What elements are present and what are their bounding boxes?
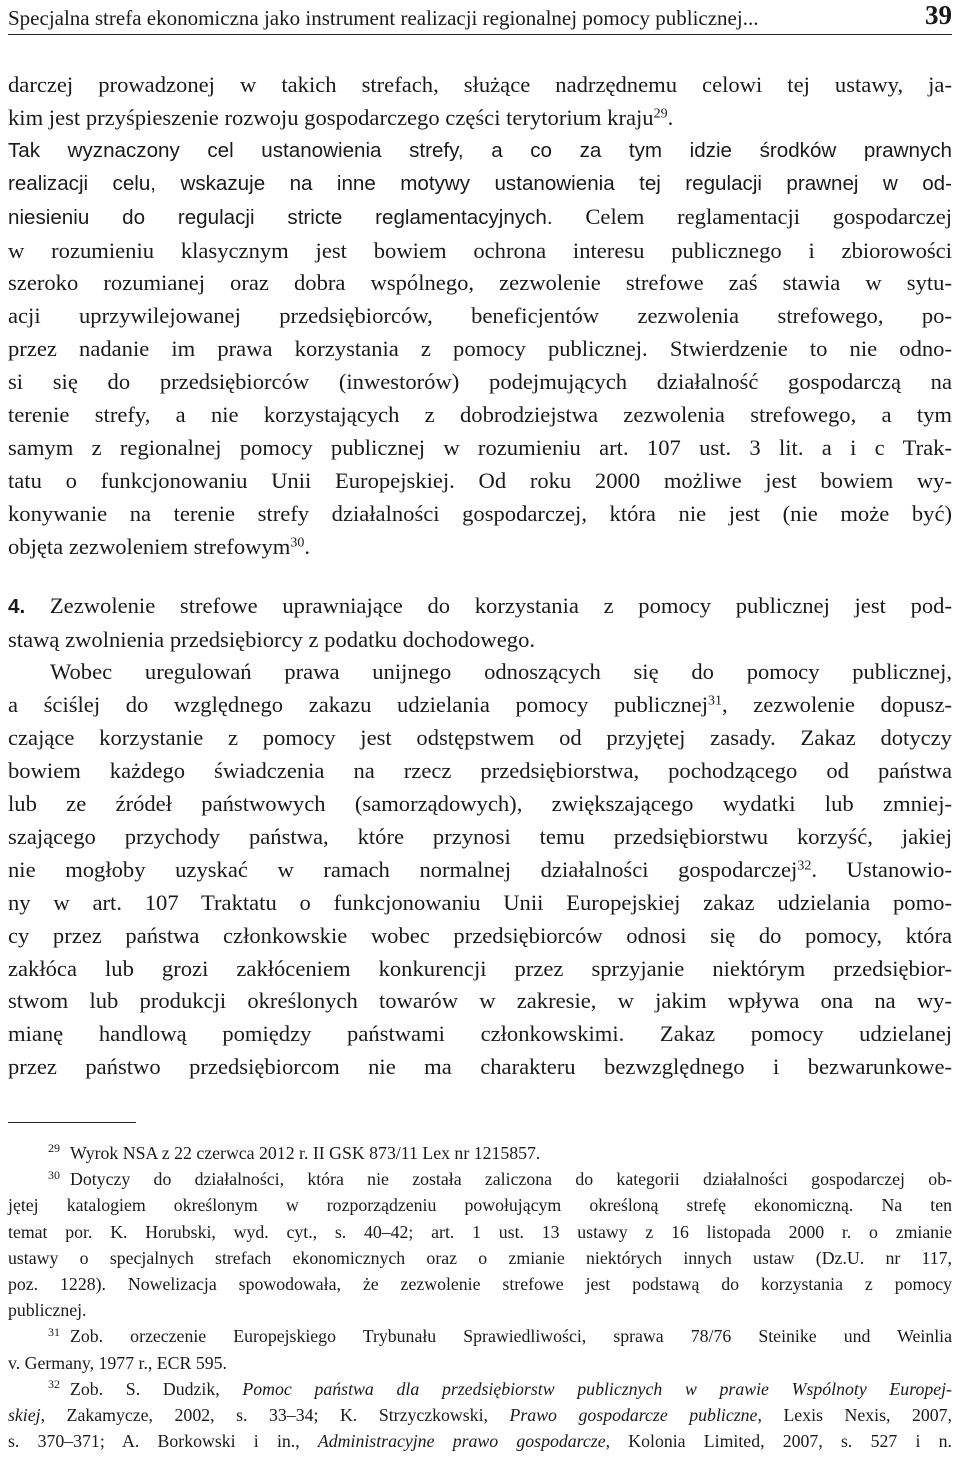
footnote-ref[interactable]: 30 <box>290 534 305 550</box>
footnote <box>8 1323 952 1375</box>
text-line: acji uprzywilejowanej przedsiębiorców, beneficjentów zezwolenia strefowego, po- <box>8 303 952 329</box>
paragraph <box>8 590 952 657</box>
section-number: 4. <box>8 594 26 618</box>
text-line: cy przez państwa członkowskie wobec przedsiębiorców odnosi się do pomocy, która <box>8 922 952 948</box>
text-line: zakłóca lub grozi zakłóceniem konkurencji przez sprzyjanie niektórym przedsiębior- <box>8 955 952 981</box>
text-line: mianę handlową pomiędzy państwami członkowskimi. Zakaz pomocy udzielanej <box>8 1021 952 1047</box>
paragraph <box>8 69 952 564</box>
text-line: przez państwo przedsiębiorcom nie ma charakteru bezwzględnego i bezwarunkowe- <box>8 1054 952 1080</box>
text-line: $^{29}$ Wyrok NSA z 22 czerwca 2012 r. II GSK 873/11 Lex nr 1215857. <box>48 1141 541 1163</box>
text-line: Tak wyznaczony cel ustanowienia strefy, a co za tym idzie środków prawnych <box>8 138 952 162</box>
text-line: temat por. K. Horubski, wyd. cyt., s. 40–42; art. 1 ust. 13 ustawy z 16 listopada 2000 r. o zmianie <box>8 1221 952 1242</box>
text-line: darczej prowadzonej w takich strefach, służące nadrzędnemu celowi tej ustawy, ja- <box>8 72 952 97</box>
text-line: tatu o funkcjonowaniu Unii Europejskiej. Od roku 2000 możliwe jest bowiem wy- <box>8 467 953 493</box>
text-line: szającego przychody państwa, które przynosi temu przedsiębiorstwu korzyść, jakiej <box>8 823 952 849</box>
text-line: objęta zezwoleniem strefowym$^{30}$. <box>8 533 310 559</box>
running-title: Specjalna strefa ekonomiczna jako instrument realizacji regionalnej pomocy publicznej... <box>8 6 759 30</box>
footnote-number: 32 <box>48 1377 60 1392</box>
text-line: $^{32}$ Zob. S. Dudzik, Pomoc państwa dla przedsiębiorstw publicznych w prawie Wspólnoty Europej- <box>48 1377 952 1399</box>
text-line: szeroko rozumianej oraz dobra wspólnego, zezwolenie strefowe zaś stawia w sytu- <box>8 270 952 296</box>
footnote <box>8 1140 952 1166</box>
footnotes <box>8 1140 952 1454</box>
footnote-number: 31 <box>48 1324 60 1339</box>
text-line: ny w art. 107 Traktatu o funkcjonowaniu Unii Europejskiej zakaz udzielania pomo- <box>8 889 952 915</box>
text-line: Wobec uregulowań prawa unijnego odnoszących się do pomocy publicznej, <box>50 659 952 685</box>
text-line: $^{30}$ Dotyczy do działalności, która nie została zaliczona do kategorii działalności gospodarczej ob- <box>48 1167 952 1190</box>
text-line: czające korzystanie z pomocy jest odstępstwem od przyjętej zasady. Zakaz dotyczy <box>8 725 952 751</box>
text-line: a ściślej do względnego zakazu udzielania pomocy publicznej$^{31}$, zezwolenie dopusz- <box>8 692 952 718</box>
text-line: kim jest przyśpieszenie rozwoju gospodarczego części terytorium kraju$^{29}$. <box>8 104 674 130</box>
text-line: jętej katalogiem określonym w rozporządzeniu powołującym określoną strefę ekonomiczną. Na ten <box>8 1195 952 1216</box>
text-line: 4. Zezwolenie strefowe uprawniające do korzystania z pomocy publicznej jest pod- <box>8 592 952 618</box>
page-number: 39 <box>925 0 952 30</box>
text-line: stwom lub produkcji określonych towarów w zakresie, w jakim wpływa ona na wy- <box>8 988 952 1014</box>
body-text <box>8 69 952 1084</box>
text-line: konywanie na terenie strefy działalności gospodarczej, która nie jest (nie może być) <box>8 500 952 526</box>
running-head <box>8 0 952 35</box>
text-line: stawą zwolnienia przedsiębiorcy z podatku dochodowego. <box>8 626 536 652</box>
text-line: si się do przedsiębiorców (inwestorów) podejmujących działalność gospodarczą na <box>8 369 952 395</box>
footnote-ref[interactable]: 29 <box>653 106 668 122</box>
text-line: terenie strefy, a nie korzystających z dobrodziejstwa zezwolenia strefowego, a tym <box>8 402 952 428</box>
text-line: $^{31}$ Zob. orzeczenie Europejskiego Trybunału Sprawiedliwości, sprawa 78/76 Steinike und Weinlia <box>48 1324 952 1347</box>
text-line: niesieniu do regulacji stricte reglamentacyjnych. Celem reglamentacji gospodarczej <box>8 203 952 229</box>
text-line: v. Germany, 1977 r., ECR 595. <box>8 1352 227 1373</box>
footnote-rule <box>8 1122 136 1123</box>
paragraph <box>8 656 952 1084</box>
text-line: samym z regionalnej pomocy publicznej w rozumieniu art. 107 ust. 3 lit. a i c Trak- <box>8 434 952 460</box>
footnote <box>8 1376 952 1455</box>
footnote <box>8 1166 952 1323</box>
text-line: nie mogłoby uzyskać w ramach normalnej działalności gospodarczej$^{32}$. Ustanowio- <box>8 856 952 882</box>
text-line: lub ze źródeł państwowych (samorządowych), zwiększającego wydatki lub zmniej- <box>8 791 952 817</box>
footnote-ref[interactable]: 31 <box>707 693 722 709</box>
text-line: bowiem każdego świadczenia na rzecz przedsiębiorstwa, pochodzącego od państwa <box>8 758 952 784</box>
footnote-ref[interactable]: 32 <box>797 858 812 874</box>
text-line: realizacji celu, wskazuje na inne motywy ustanowienia tej regulacji prawnej w od- <box>8 171 952 195</box>
text-line: publicznej. <box>8 1300 87 1321</box>
footnote-number: 30 <box>48 1167 60 1182</box>
text-line: s. 370–371; A. Borkowski i in., Administracyjne prawo gospodarcze, Kolonia Limited, 2007, s. 527 i n. <box>8 1431 952 1452</box>
footnote-number: 29 <box>48 1141 60 1156</box>
text-line: przez nadanie im prawa korzystania z pomocy publicznej. Stwierdzenie to nie odno- <box>8 336 952 362</box>
text-line: poz. 1228). Nowelizacja spowodowała, że zezwolenie strefowe jest podstawą do korzystania z pomocy <box>8 1274 952 1295</box>
text-line: ustawy o specjalnych strefach ekonomicznych oraz o zmianie niektórych innych ustaw (Dz.U. nr 117, <box>8 1247 952 1268</box>
text-line: w rozumieniu klasycznym jest bowiem ochrona interesu publicznego i zbiorowości <box>8 237 952 263</box>
text-line: skiej, Zakamycze, 2002, s. 33–34; K. Strzyczkowski, Prawo gospodarcze publiczne, Lexis Nexis, 2007, <box>8 1405 952 1426</box>
